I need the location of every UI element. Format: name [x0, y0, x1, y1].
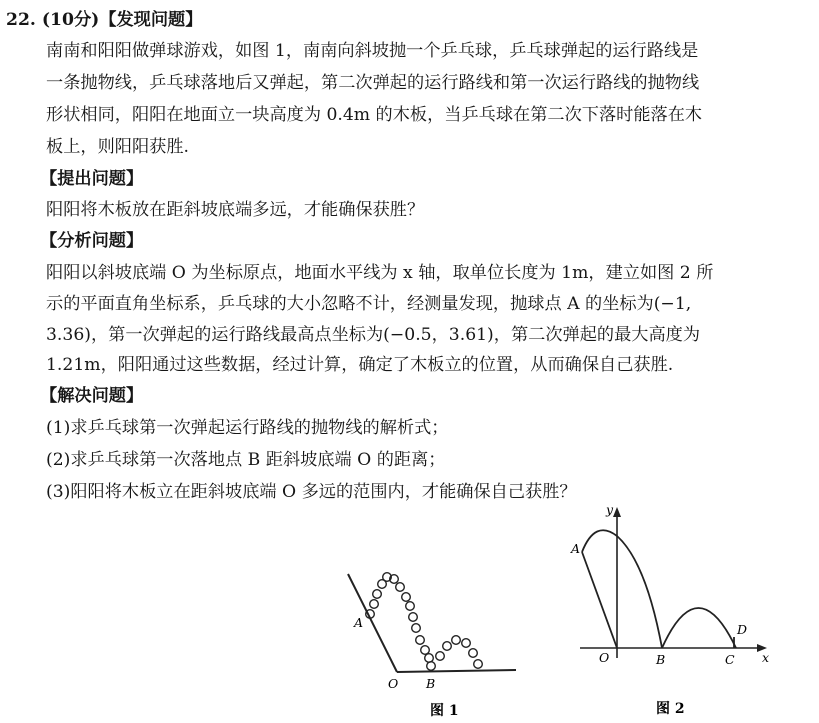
ball [452, 636, 461, 645]
fig1-label-b: B [426, 676, 436, 691]
ball [462, 639, 471, 648]
ball [425, 654, 434, 663]
analysis-line-4: 1.21m，阳阳通过这些数据，经过计算，确定了木板立的位置，从而确保自己获胜. [46, 355, 674, 375]
ball [427, 662, 436, 671]
fig2-label-o: O [599, 650, 610, 665]
sub-question-1: (1)求乒乓球第一次弹起运行路线的抛物线的解析式； [46, 418, 449, 438]
ball [469, 649, 478, 658]
question-header [6, 9, 202, 31]
fig2-caption: 图 2 [656, 701, 685, 717]
second-bounce-curve [662, 608, 736, 648]
first-bounce-curve [582, 530, 662, 648]
intro-line-1: 南南和阳阳做弹球游戏，如图 1，南南向斜坡抛一个乒乓球，乒乓球弹起的运行路线是 [46, 41, 699, 61]
intro-line-3: 形状相同，阳阳在地面立一块高度为 0.4m 的木板，当乒乓球在第二次下落时能落在木 [46, 105, 703, 125]
intro-line-4: 板上，则阳阳获胜. [46, 137, 189, 157]
figure-1 [330, 560, 530, 720]
question-number: 22. [6, 10, 36, 30]
analysis-line-1: 阳阳以斜坡底端 O 为坐标原点，地面水平线为 x 轴，取单位长度为 1m，建立如图 2 所 [46, 263, 714, 283]
y-axis-arrow [613, 507, 621, 517]
sub-question-3: (3)阳阳将木板立在距斜坡底端 O 多远的范围内，才能确保自己获胜？ [46, 482, 577, 502]
ball [373, 590, 382, 599]
ball-trail [366, 573, 483, 671]
fig1-label-o: O [388, 676, 399, 691]
ball [412, 624, 421, 633]
ball [474, 660, 483, 669]
intro-line-2: 一条抛物线，乒乓球落地后又弹起，第二次弹起的运行路线和第一次运行路线的抛物线 [46, 73, 700, 93]
section-title-discover: 【发现问题】 [99, 10, 203, 30]
ball [421, 646, 430, 655]
sub-question-2: (2)求乒乓球第一次落地点 B 距斜坡底端 O 的距离； [46, 450, 446, 470]
section-title-ask: 【提出问题】 [40, 169, 144, 189]
section-title-analyze: 【分析问题】 [40, 231, 144, 251]
fig2-label-a: A [571, 541, 581, 556]
ball [396, 583, 405, 592]
question-score: (10分) [41, 10, 100, 30]
fig1-label-a: A [354, 615, 364, 630]
fig2-label-y: y [606, 502, 614, 517]
fig2-label-x: x [762, 650, 770, 665]
fig2-label-b: B [656, 652, 666, 667]
ball [443, 642, 452, 651]
ball [436, 652, 445, 661]
section-title-solve: 【解决问题】 [40, 386, 144, 406]
ball [409, 613, 418, 622]
slope-line [582, 552, 617, 648]
analysis-line-3: 3.36)，第一次弹起的运行路线最高点坐标为(−0.5，3.61)，第二次弹起的最大高度为 [46, 325, 701, 345]
question-line: 阳阳将木板放在距斜坡底端多远，才能确保获胜？ [46, 200, 425, 220]
ground-line [397, 670, 516, 672]
fig1-caption: 图 1 [430, 703, 459, 719]
fig2-label-d: D [737, 622, 748, 637]
ball [370, 600, 379, 609]
ball [402, 593, 411, 602]
analysis-line-2: 示的平面直角坐标系，乒乓球的大小忽略不计，经测量发现，抛球点 A 的坐标为(−1, [46, 294, 692, 314]
ball [406, 602, 415, 611]
fig2-label-c: C [725, 652, 735, 667]
ball [416, 636, 425, 645]
figure-2 [560, 498, 780, 720]
